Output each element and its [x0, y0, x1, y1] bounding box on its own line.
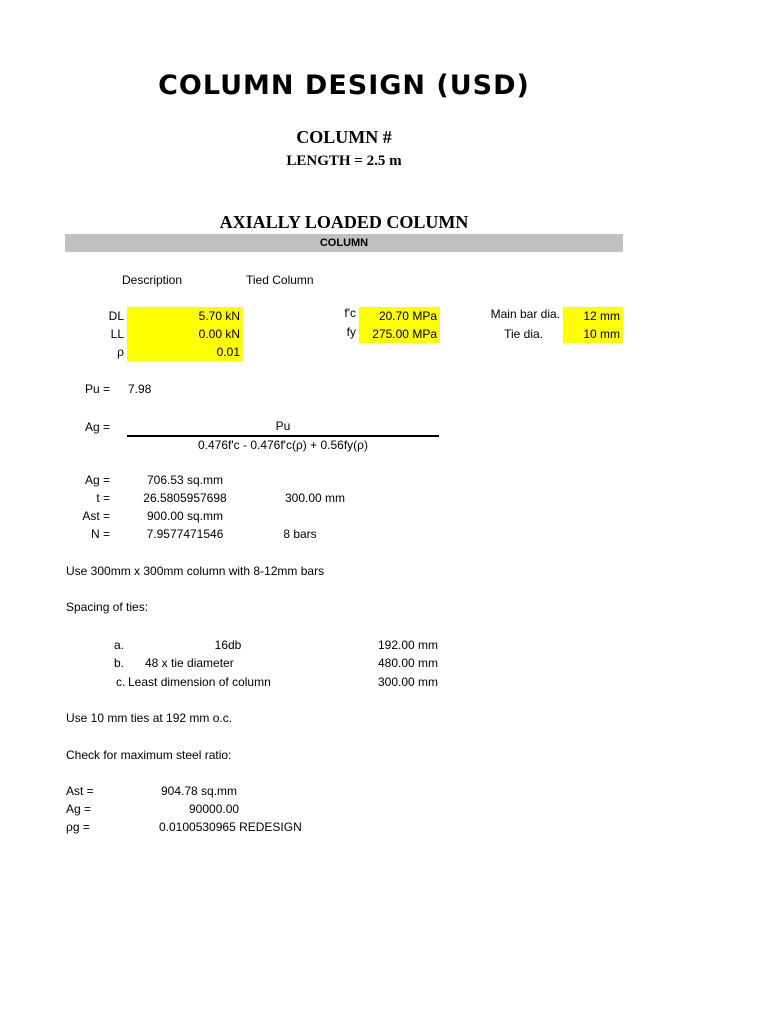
spacing-letter: a.	[114, 638, 125, 652]
check-title: Check for maximum steel ratio:	[66, 748, 232, 762]
fraction-line	[127, 435, 439, 437]
ll-label: LL	[110, 327, 124, 341]
page-title: COLUMN DESIGN (USD)	[158, 70, 530, 101]
pu-value: 7.98	[128, 382, 152, 396]
result-extra: 8 bars	[283, 527, 317, 541]
fy-input[interactable]: 275.00 MPa	[359, 325, 440, 343]
result-label: N =	[90, 527, 110, 541]
result-label: Ast =	[82, 509, 110, 523]
column-length: LENGTH = 2.5 m	[286, 153, 402, 169]
check-value: 0.0100530965 REDESIGN	[159, 820, 302, 834]
description-label: Description	[122, 273, 183, 287]
spacing-desc: Least dimension of column	[128, 675, 271, 689]
rho-label: ρ	[117, 345, 124, 359]
dl-label: DL	[108, 309, 124, 323]
main-bar-label: Main bar dia.	[490, 307, 560, 321]
spacing-desc: 16db	[214, 638, 242, 652]
spacing-value: 192.00 mm	[377, 638, 438, 652]
spacing-letter: c.	[116, 675, 126, 689]
fy-label: fy	[346, 325, 356, 339]
spacing-value: 300.00 mm	[377, 675, 438, 689]
tie-label: Tie dia.	[504, 327, 543, 341]
result-label: t =	[96, 491, 110, 505]
check-label: Ast =	[66, 784, 94, 798]
column-number: COLUMN #	[296, 127, 392, 147]
spacing-value: 480.00 mm	[377, 656, 438, 670]
result-label: Ag =	[84, 473, 110, 487]
result-value: 706.53 sq.mm	[146, 473, 224, 487]
spacing-letter: b.	[114, 656, 125, 670]
dl-input[interactable]: 5.70 kN	[127, 307, 243, 325]
formula-numerator: Pu	[275, 419, 291, 433]
ll-input[interactable]: 0.00 kN	[127, 325, 243, 343]
rho-input[interactable]: 0.01	[127, 343, 243, 361]
check-label: ρg =	[66, 820, 90, 834]
fc-label: f'c	[344, 306, 356, 320]
fc-input[interactable]: 20.70 MPa	[359, 307, 440, 325]
tie-input[interactable]: 10 mm	[563, 325, 623, 343]
check-value: 90000.00	[189, 802, 240, 816]
spacing-title: Spacing of ties:	[66, 600, 149, 614]
pu-label: Pu =	[84, 382, 110, 396]
result-value: 26.5805957698	[143, 491, 227, 505]
result-value: 900.00 sq.mm	[146, 509, 224, 523]
check-label: Ag =	[66, 802, 92, 816]
result-value: 7.9577471546	[146, 527, 224, 541]
formula-denominator: 0.476f'c - 0.476f'c(ρ) + 0.56fy(ρ)	[198, 438, 368, 452]
description-value: Tied Column	[246, 273, 314, 287]
column-section-bar: COLUMN	[65, 234, 623, 252]
check-value: 904.78 sq.mm	[161, 784, 238, 798]
formula-label: Ag =	[84, 420, 110, 434]
use-column-text: Use 300mm x 300mm column with 8-12mm bars	[66, 564, 325, 578]
result-extra: 300.00 mm	[284, 491, 346, 505]
use-ties-text: Use 10 mm ties at 192 mm o.c.	[66, 711, 233, 725]
spacing-desc: 48 x tie diameter	[145, 656, 234, 670]
section-title: AXIALLY LOADED COLUMN	[219, 212, 469, 232]
main-bar-input[interactable]: 12 mm	[563, 307, 623, 325]
